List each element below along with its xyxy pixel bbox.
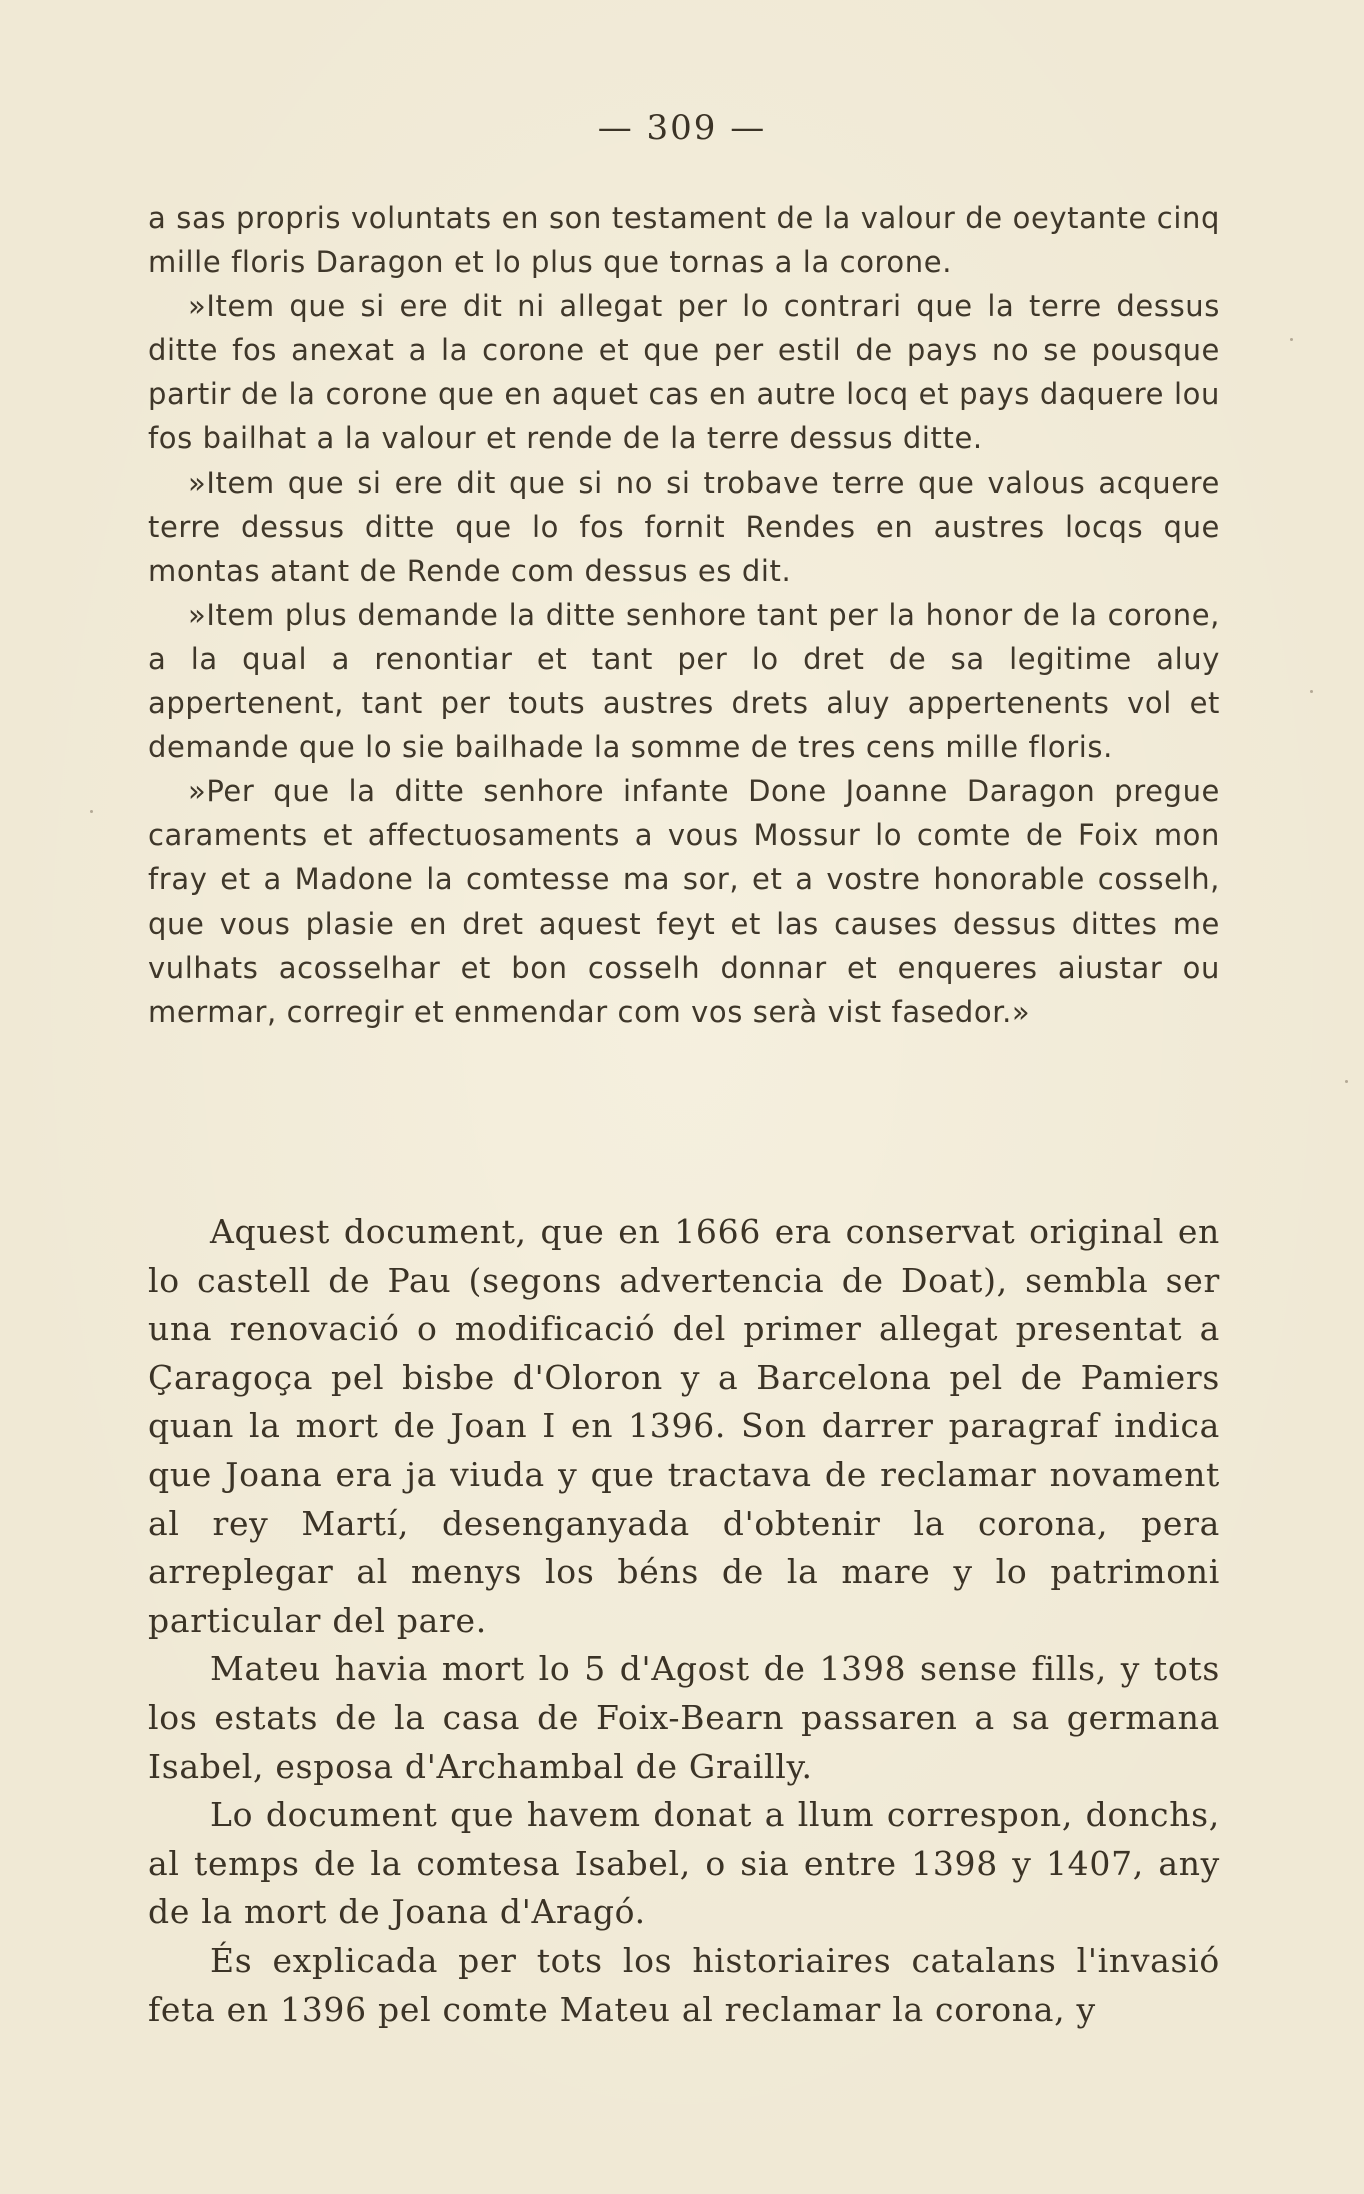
quoted-paragraph: »Per que la ditte senhore infante Done Joanne Daragon pregue caraments et affectuosaments a vous Mossur lo comte de Foix mon fray et a Madone la comtesse ma sor, et a vostre honorable cosselh, que vous plasie en dret aquest feyt et las causes dessus dittes me vulhats acosselhar et bon cosselh donnar et enqueres aiustar ou mermar, corregir et enmendar com vos serà vist fasedor.» bbox=[148, 774, 1220, 1029]
commentary-paragraph: Aquest document, que en 1666 era conservat original en lo castell de Pau (segons advertencia de Doat), sembla ser una renovació o modificació del primer allegat presentat a Çaragoça pel bisbe d'Oloron y a Barcelona pel de Pamiers quan la mort de Joan I en 1396. Son darrer paragraf indica que Joana era ja viuda y que tractava de reclamar novament al rey Martí, desenganyada d'obtenir la corona, pera arreplegar al menys los béns de la mare y lo patrimoni particular del pare. bbox=[148, 1212, 1220, 1640]
paper-speck bbox=[1290, 338, 1293, 341]
paper-speck bbox=[1310, 690, 1313, 693]
paper-speck bbox=[90, 810, 93, 813]
quoted-document-text bbox=[148, 196, 1220, 1034]
quoted-paragraph: »Item plus demande la ditte senhore tant per la honor de la corone, a la qual a renontiar et tant per lo dret de sa legitime aluy appertenent, tant per touts austres drets aluy appertenents vol et demande que lo sie bailhade la somme de tres cens mille floris. bbox=[148, 597, 1220, 765]
commentary-paragraph: Lo document que havem donat a llum correspon, donchs, al temps de la comtesa Isabel, o sia entre 1398 y 1407, any de la mort de Joana d'Aragó. bbox=[148, 1795, 1220, 1932]
commentary-paragraph: Mateu havia mort lo 5 d'Agost de 1398 sense fills, y tots los estats de la casa de Foix-Bearn passaren a sa germana Isabel, esposa d'Archambal de Grailly. bbox=[148, 1649, 1220, 1786]
commentary-text bbox=[148, 1208, 1220, 2034]
quoted-paragraph: a sas propris voluntats en son testament de la valour de oeytante cinq mille floris Daragon et lo plus que tornas a la corone. bbox=[148, 201, 1220, 280]
page-number: — 309 — bbox=[597, 108, 767, 148]
quoted-paragraph: »Item que si ere dit ni allegat per lo contrari que la terre dessus ditte fos anexat a la corone et que per estil de pays no se pousque partir de la corone que en aquet cas en autre locq et pays daquere lou fos bailhat a la valour et rende de la terre dessus ditte. bbox=[148, 289, 1220, 456]
quoted-paragraph: »Item que si ere dit que si no si trobave terre que valous acquere terre dessus ditte que lo fos fornit Rendes en austres locqs que montas atant de Rende com dessus es dit. bbox=[148, 465, 1220, 588]
paper-speck bbox=[1345, 1080, 1348, 1083]
commentary-paragraph: És explicada per tots los historiaires catalans l'invasió feta en 1396 pel comte Mateu al reclamar la corona, y bbox=[148, 1940, 1220, 2029]
